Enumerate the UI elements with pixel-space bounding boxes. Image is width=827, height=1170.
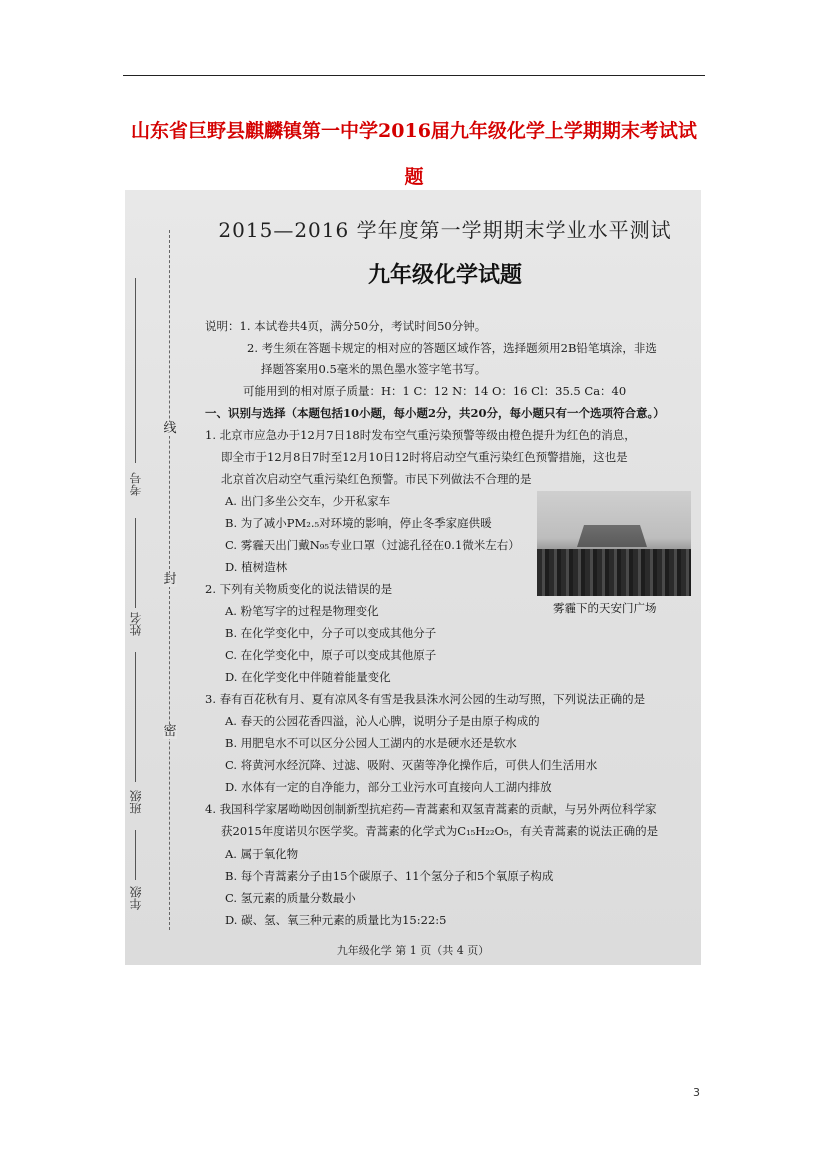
option-line: B. 用肥皂水不可以区分公园人工湖内的水是硬水还是软水 [225,736,517,750]
field-label-exam-no: 考号 [129,472,143,496]
text-line: 获2015年度诺贝尔医学奖。青蒿素的化学式为C₁₅H₂₂O₅，有关青蒿素的说法正确的是 [221,824,659,838]
text-line: 即全市于12月8日7时至12月10日12时将启动空气重污染红色预警措施，这也是 [221,450,628,464]
seal-char-mi: 密 [163,724,177,739]
option-line: B. 在化学变化中，分子可以变成其他分子 [225,626,437,640]
text-line: 说明：1. 本试卷共4页，满分50分，考试时间50分钟。 [205,319,487,333]
smog-tiananmen-photo [537,491,691,596]
crowd-silhouette [537,549,691,596]
exam-page-footer: 九年级化学 第 1 页（共 4 页） [336,944,490,957]
option-line: D. 在化学变化中伴随着能量变化 [225,670,391,684]
option-line: B. 每个青蒿素分子由15个碳原子、11个氢分子和5个氧原子构成 [225,869,554,883]
option-line: D. 植树造林 [225,560,288,574]
option-line: A. 出门多坐公交车，少开私家车 [225,494,391,508]
document-title-line-1: 山东省巨野县麒麟镇第一中学2016届九年级化学上学期期末考试试 [131,120,697,142]
option-line: A. 属于氧化物 [225,847,299,861]
document-title-line-2: 题 [404,166,424,188]
seal-char-feng: 封 [163,572,177,587]
option-line: C. 将黄河水经沉降、过滤、吸附、灭菌等净化操作后，可供人们生活用水 [225,758,598,772]
option-line: C. 雾霾天出门戴N₉₅专业口罩（过滤孔径在0.1微米左右） [225,538,520,552]
option-line: D. 水体有一定的自净能力，部分工业污水可直接向人工湖内排放 [225,780,552,794]
field-label-name: 姓名 [129,612,143,636]
option-line: C. 氢元素的质量分数最小 [225,891,356,905]
binding-margin [125,190,193,965]
text-line: 可能用到的相对原子质量：H：1 C：12 N：14 O：16 Cl：35.5 Ca：40 [243,384,627,398]
seal-char-line: 线 [163,421,177,436]
text-line: 择题答案用0.5毫米的黑色墨水签字笔书写。 [261,362,487,376]
field-label-grade: 年级 [129,886,143,910]
text-line: 2. 考生须在答题卡规定的相对应的答题区域作答，选择题须用2B铅笔填涂，非选 [247,341,657,355]
gate-silhouette [577,525,647,547]
field-line-name [135,518,136,608]
exam-subtitle: 九年级化学试题 [367,262,522,288]
page-number: 3 [693,1086,700,1099]
exam-header: 2015—2016 学年度第一学期期末学业水平测试 [218,218,672,242]
field-line-class [135,652,136,782]
option-line: A. 春天的公园花香四溢，沁人心脾，说明分子是由原子构成的 [225,714,540,728]
option-line: A. 粉笔写字的过程是物理变化 [225,604,379,618]
document-title [118,108,710,200]
text-line: 北京首次启动空气重污染红色预警。市民下列做法不合理的是 [221,472,532,486]
question-stem: 1. 北京市应急办于12月7日18时发布空气重污染预警等级由橙色提升为红色的消息， [205,428,636,442]
option-line: D. 碳、氢、氧三种元素的质量比为15:22:5 [225,913,447,927]
photo-caption: 雾霾下的天安门广场 [553,601,657,615]
field-line-exam-no [135,278,136,463]
question-stem: 4. 我国科学家屠呦呦因创制新型抗疟药—青蒿素和双氢青蒿素的贡献，与另外两位科学家 [205,802,657,816]
option-line: B. 为了减小PM₂.₅对环境的影响，停止冬季家庭供暖 [225,516,492,530]
question-stem: 3. 春有百花秋有月、夏有凉风冬有雪是我县洙水河公园的生动写照，下列说法正确的是 [205,692,646,706]
field-line-grade [135,830,136,880]
scanned-exam-page [125,190,701,965]
field-label-class: 班级 [129,790,143,814]
option-line: C. 在化学变化中，原子可以变成其他原子 [225,648,437,662]
header-rule [123,75,705,76]
section-heading: 一、识别与选择（本题包括10小题，每小题2分，共20分，每小题只有一个选项符合意。） [205,406,665,420]
question-stem: 2. 下列有关物质变化的说法错误的是 [205,582,393,596]
